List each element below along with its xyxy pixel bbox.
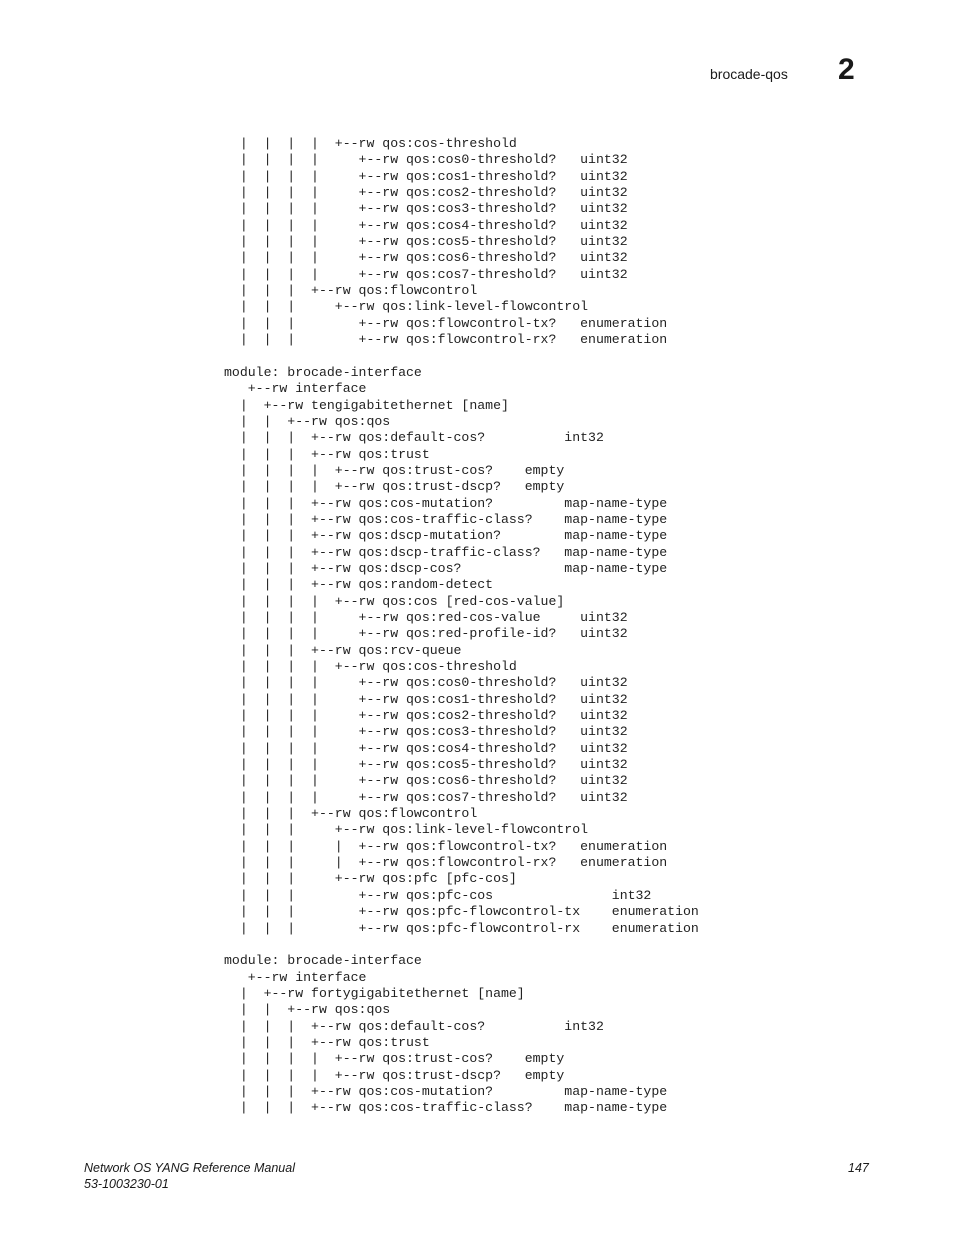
code-line: | | | | +--rw qos:red-profile-id? uint32 (224, 626, 628, 642)
code-line: | | | +--rw qos:link-level-flowcontrol (224, 822, 589, 838)
code-line: | | | +--rw qos:default-cos? int32 (224, 430, 604, 446)
code-line: | | | | +--rw qos:cos0-threshold? uint32 (224, 152, 628, 168)
code-line: | | | | +--rw qos:cos-threshold (224, 136, 517, 151)
code-line: | | | | +--rw qos:red-cos-value uint32 (224, 609, 628, 625)
code-line: | | | | +--rw qos:cos6-threshold? uint32 (224, 773, 628, 789)
code-line: | | | | +--rw qos:cos1-threshold? uint32 (224, 168, 628, 184)
code-line: | | | +--rw qos:cos-traffic-class? map-name-type (224, 511, 668, 527)
code-line: | +--rw tengigabitethernet [name] (224, 397, 509, 413)
code-line: | | | | +--rw qos:trust-dscp? empty (224, 479, 565, 495)
code-line: +--rw interface (224, 381, 367, 397)
code-line: | | | +--rw qos:dscp-mutation? map-name-type (224, 528, 668, 544)
code-line: | | | +--rw qos:trust (224, 1034, 430, 1050)
code-line: +--rw interface (224, 969, 367, 985)
code-line: | | | | +--rw qos:cos5-threshold? uint32 (224, 234, 628, 250)
footer-page-number: 147 (848, 1161, 869, 1175)
code-line: | | | | +--rw qos:cos-threshold (224, 659, 517, 674)
code-line: | | | | +--rw qos:cos3-threshold? uint32 (224, 724, 628, 740)
code-line: | | | +--rw qos:pfc [pfc-cos] (224, 871, 517, 887)
code-line: module: brocade-interface (224, 364, 422, 380)
code-line: | | | +--rw qos:cos-traffic-class? map-name-type (224, 1100, 668, 1116)
code-line: | | | +--rw qos:random-detect (224, 577, 494, 593)
chapter-number: 2 (838, 53, 855, 86)
code-line: | | | +--rw qos:link-level-flowcontrol (224, 299, 589, 315)
code-line: | | | +--rw qos:flowcontrol (224, 283, 478, 299)
code-line: | | | +--rw qos:cos-mutation? map-name-type (224, 495, 668, 511)
code-line: | | | +--rw qos:default-cos? int32 (224, 1018, 604, 1034)
code-line: | | | | +--rw qos:cos5-threshold? uint32 (224, 757, 628, 773)
code-line: | | | | +--rw qos:cos7-threshold? uint32 (224, 789, 628, 805)
code-line: | | | +--rw qos:pfc-flowcontrol-tx enumeration (224, 904, 699, 920)
code-line: | | | | +--rw qos:trust-cos? empty (224, 462, 565, 478)
footer-document-id: 53-1003230-01 (84, 1177, 169, 1191)
code-line: | | | | +--rw qos:trust-cos? empty (224, 1051, 565, 1067)
code-line: | | | | +--rw qos:cos3-threshold? uint32 (224, 201, 628, 217)
code-line: | | | | +--rw qos:flowcontrol-tx? enumeration (224, 838, 668, 854)
code-line: | | | | +--rw qos:cos7-threshold? uint32 (224, 266, 628, 282)
code-line: | | | | +--rw qos:cos6-threshold? uint32 (224, 250, 628, 266)
code-line: | | | | +--rw qos:flowcontrol-rx? enumeration (224, 855, 668, 871)
code-line: | | | +--rw qos:flowcontrol-tx? enumeration (224, 315, 668, 331)
code-line: | | +--rw qos:qos (224, 1002, 391, 1018)
yang-tree-code-block (224, 136, 699, 1117)
code-line: | | | +--rw qos:pfc-cos int32 (224, 887, 652, 903)
code-line: | | | | +--rw qos:cos2-threshold? uint32 (224, 708, 628, 724)
code-line: | +--rw fortygigabitethernet [name] (224, 985, 525, 1001)
code-line: | | | +--rw qos:dscp-cos? map-name-type (224, 560, 668, 576)
code-line: | | | +--rw qos:dscp-traffic-class? map-name-type (224, 544, 668, 560)
code-line: | | | +--rw qos:rcv-queue (224, 642, 462, 658)
code-line: | | | | +--rw qos:cos1-threshold? uint32 (224, 691, 628, 707)
code-line: | | | | +--rw qos:cos [red-cos-value] (224, 593, 565, 609)
code-line: module: brocade-interface (224, 953, 422, 969)
code-line: | | | +--rw qos:flowcontrol (224, 806, 478, 822)
code-line: | | | | +--rw qos:trust-dscp? empty (224, 1067, 565, 1083)
code-line: | | | +--rw qos:cos-mutation? map-name-type (224, 1083, 668, 1099)
code-line: | | | +--rw qos:flowcontrol-rx? enumeration (224, 332, 668, 348)
code-line: | | | +--rw qos:trust (224, 446, 430, 462)
code-line: | | | | +--rw qos:cos2-threshold? uint32 (224, 185, 628, 201)
running-header-section: brocade-qos (710, 66, 788, 82)
code-line: | | +--rw qos:qos (224, 413, 391, 429)
code-line: | | | +--rw qos:pfc-flowcontrol-rx enumeration (224, 920, 699, 936)
code-line: | | | | +--rw qos:cos0-threshold? uint32 (224, 675, 628, 691)
footer-manual-title: Network OS YANG Reference Manual (84, 1161, 295, 1175)
code-line: | | | | +--rw qos:cos4-threshold? uint32 (224, 217, 628, 233)
code-line: | | | | +--rw qos:cos4-threshold? uint32 (224, 740, 628, 756)
